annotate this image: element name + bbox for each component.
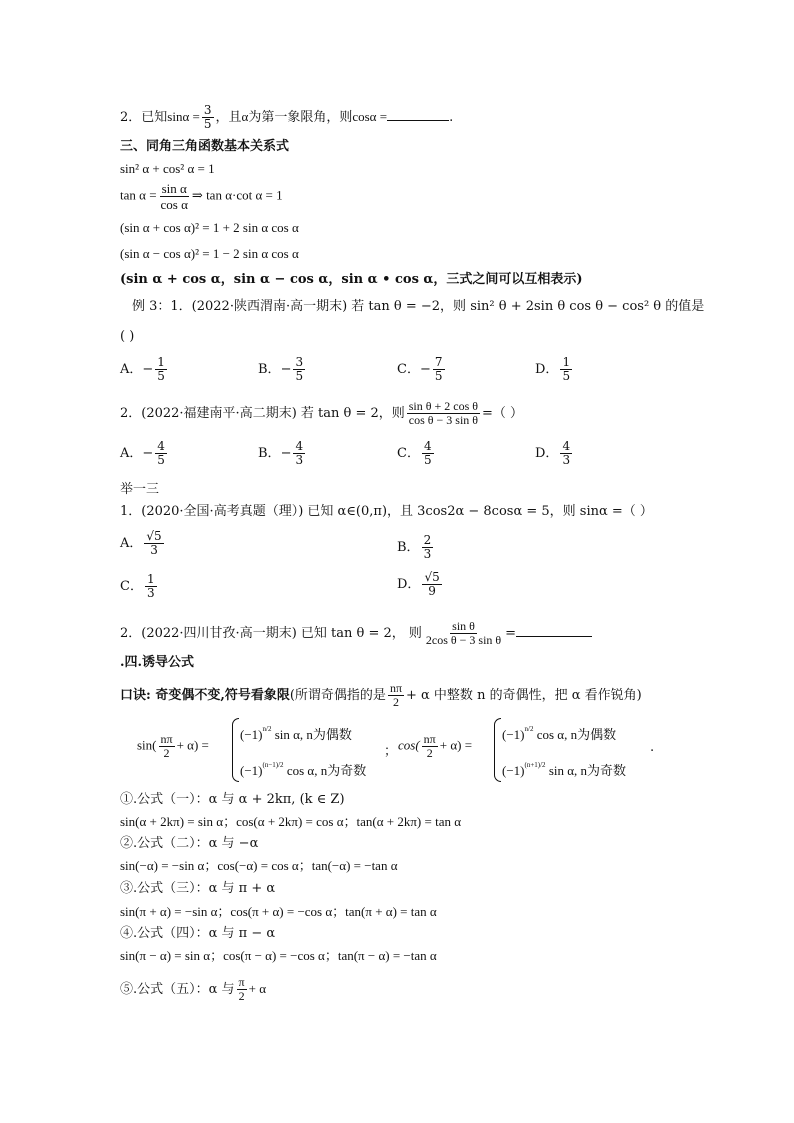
example3-q1: 例 3：1．(2022·陕西渭南·高一期末) 若 tan θ = −2，则 sin² θ + 2sin θ cos θ − cos² θ 的值是 <box>132 299 705 314</box>
formula-3-head: ③.公式（三）：α 与 π + α <box>120 881 276 896</box>
section-title-reduction: .四.诱导公式 <box>120 655 195 670</box>
mnemonic: 口诀: 奇变偶不变,符号看象限(所谓奇偶指的是 $\frac{n\pi}{2}$ + α 中整数 n 的奇偶性，把 α 看作锐角) <box>120 681 642 709</box>
sin-brace <box>232 718 239 782</box>
option-d[interactable]: D． $\frac{4}{3}$ <box>535 439 571 467</box>
example3-q2: 2．(2022·福建南平·高二期末) 若 tan θ = 2，则 $\frac{\text{sin θ + 2 cos θ}}{\text{cos θ − 3 sin θ}}$ =（ ） <box>120 399 524 427</box>
option-d[interactable]: D． $\frac{√5}{9}$ <box>397 570 440 598</box>
formula-2-head: ②.公式（二）：α 与 −α <box>120 836 259 851</box>
formula-1-body: sin(α + 2kπ) = sin α；cos(α + 2kπ) = cos α；tan(α + 2kπ) = tan α <box>120 814 462 829</box>
option-d[interactable]: D． $\frac{1}{5}$ <box>535 355 571 383</box>
practice-q1: 1．(2020·全国·高考真题（理）) 已知 α∈(0,π)，且 3cos2α − 8cosα = 5，则 sinα =（ ） <box>120 504 653 519</box>
formula-3-body: sin(π + α) = −sin α；cos(π + α) = −cos α；tan(π + α) = tan α <box>120 904 437 919</box>
option-c[interactable]: C．− $\frac{7}{5}$ <box>397 355 443 383</box>
formula-1-head: ①.公式（一）：α 与 α + 2kπ, (k ∈ Z) <box>120 792 345 807</box>
option-a[interactable]: A． $\frac{√5}{3}$ <box>120 529 162 557</box>
q-end: . <box>449 110 454 125</box>
cos-piecewise-lhs: cos( $\frac{n\pi}{2}$ + α) = <box>398 732 473 760</box>
option-b[interactable]: B．− $\frac{3}{5}$ <box>258 355 304 383</box>
option-b[interactable]: B．− $\frac{4}{3}$ <box>258 439 304 467</box>
cos-expr: cosα = <box>352 109 388 124</box>
answer-blank <box>387 108 449 121</box>
identity-note: (sin α + cos α，sin α − cos α，sin α • cos α，三式之间可以互相表示) <box>120 272 583 287</box>
sin-case-odd: $(-1)^{(n-1)/2}$ cos α, n为奇数 <box>240 761 367 778</box>
q-after: 为第一象限角，则 <box>248 110 353 125</box>
question-sin-given <box>120 104 453 131</box>
separator: ； <box>384 744 398 759</box>
example3-q1-paren: ( ) <box>120 329 135 344</box>
cos-case-odd: $(-1)^{(n+1)/2}$ sin α, n为奇数 <box>502 761 627 778</box>
formula-4-head: ④.公式（四）：α 与 π − α <box>120 926 276 941</box>
identity-sum-square: (sin α + cos α)² = 1 + 2 sin α cos α <box>120 220 299 235</box>
formula-5-head: ⑤.公式（五）：α 与 $\frac{\pi}{2}$ + α <box>120 975 267 1003</box>
end-dot: . <box>650 740 655 755</box>
identity-diff-square: (sin α − cos α)² = 1 − 2 sin α cos α <box>120 246 299 261</box>
sin-expr: sinα = <box>167 109 200 124</box>
option-a[interactable]: A．− $\frac{1}{5}$ <box>120 355 165 383</box>
q-mid: ，且 <box>215 110 242 125</box>
answer-blank <box>516 624 592 637</box>
sin-piecewise-lhs: sin( $\frac{n\pi}{2}$ + α) = <box>137 732 209 760</box>
option-c[interactable]: C． $\frac{4}{5}$ <box>397 439 432 467</box>
section-title-identities: 三、同角三角函数基本关系式 <box>120 139 290 154</box>
identity-pythagorean: sin² α + cos² α = 1 <box>120 161 215 176</box>
practice-q2: 2．(2022·四川甘孜·高一期末) 已知 tan θ = 2， 则 $\frac{\text{sin θ}}{\text{2cos θ − 3 sin θ}}$ = <box>120 620 592 647</box>
cos-case-even: $(-1)^{n/2}$ cos α, n为偶数 <box>502 725 617 742</box>
formula-2-body: sin(−α) = −sin α；cos(−α) = cos α；tan(−α) = −tan α <box>120 858 398 873</box>
fraction-3-5: $\frac{3}{5}$ <box>203 103 212 131</box>
option-a[interactable]: A．− $\frac{4}{5}$ <box>120 439 165 467</box>
identity-tan: tan α = $\frac{\text{sin α}}{\text{cos α}}$ ⇒ tan α·cot α = 1 <box>120 181 283 212</box>
q-prefix: 2．已知 <box>120 110 168 125</box>
option-c[interactable]: C． $\frac{1}{3}$ <box>120 572 155 600</box>
sin-case-even: $(-1)^{n/2}$ sin α, n为偶数 <box>240 725 352 742</box>
alpha-symbol: α <box>241 109 249 124</box>
cos-brace <box>494 718 501 782</box>
option-b[interactable]: B． $\frac{2}{3}$ <box>397 533 432 561</box>
practice-title: 举一三 <box>120 482 160 497</box>
formula-4-body: sin(π − α) = sin α；cos(π − α) = −cos α；tan(π − α) = −tan α <box>120 948 437 963</box>
